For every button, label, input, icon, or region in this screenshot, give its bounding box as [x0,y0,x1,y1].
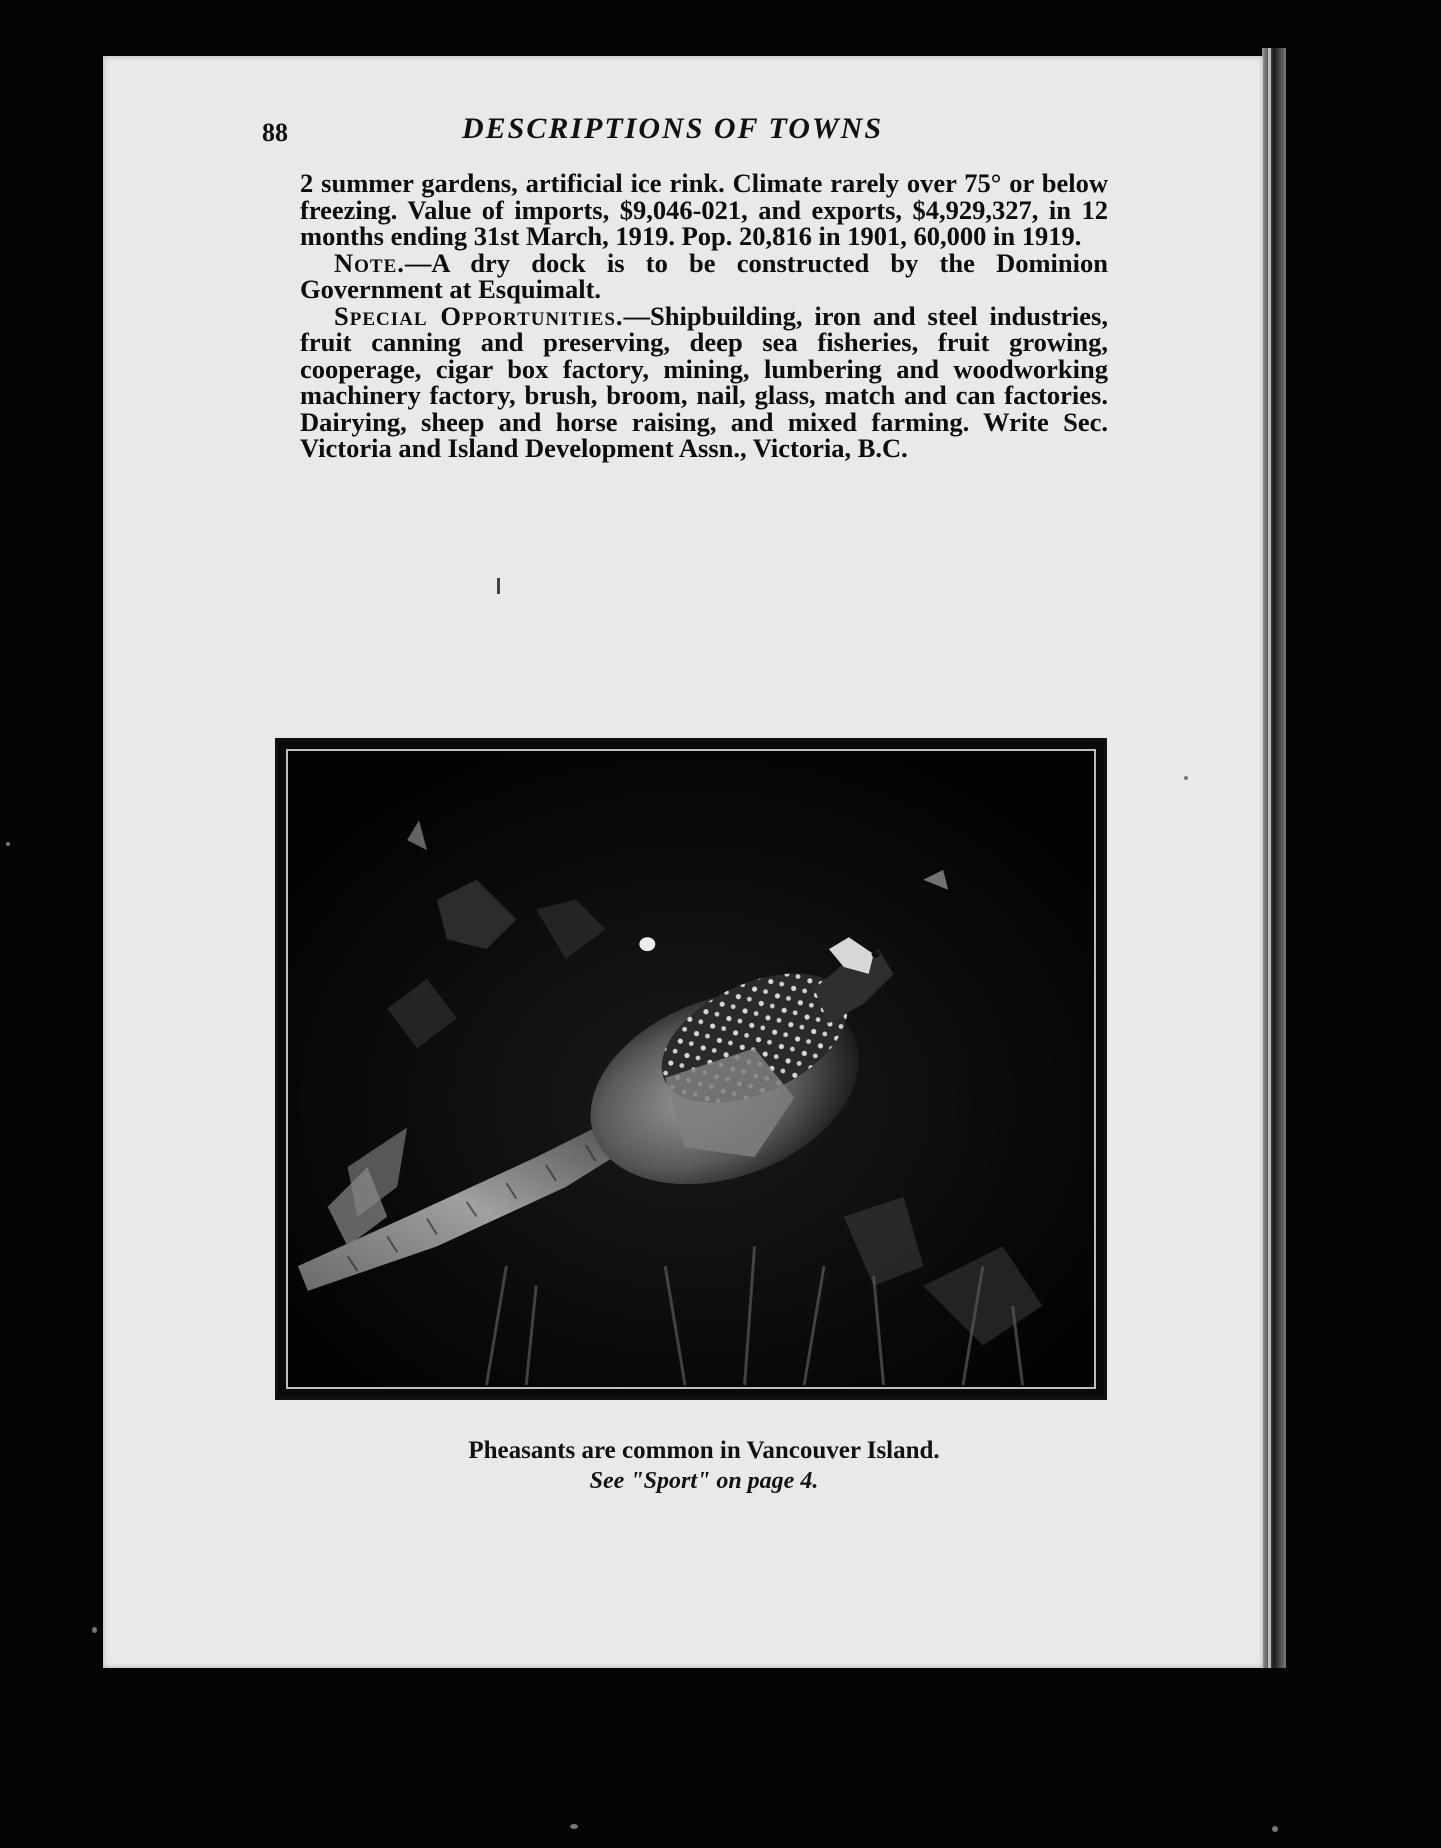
dust-speck [570,1824,578,1829]
page-edge-highlight [1268,48,1271,1668]
running-head: DESCRIPTIONS OF TOWNS [462,112,883,145]
paragraph-note [300,247,1108,304]
paragraph-climate-trade: 2 summer gardens, artificial ice rink. Climate rarely over 75° or below freezing. Value of imports, $9,046-021, and exports, $4,929,327, in 12 months ending 31st March, 1919. Pop. 20,816 in 1901, 60,000 in 1919. [300,168,1108,251]
special-opportunities-text: —Shipbuilding, iron and steel industries, fruit canning and preserving, deep sea fisheries, fruit growing, cooperage, cigar box factory, mining, lumbering and woodworking machinery factory, brush, broom, nail, glass, match and can factories. Dairying, sheep and horse raising, and mixed farming. Write Sec. Victoria and Island Development Assn., Victoria, B.C. [300,300,1108,463]
caption-line-1: Pheasants are common in Vancouver Island. [468,1437,940,1464]
dust-speck [1184,776,1188,780]
dust-speck [1272,1826,1278,1832]
body-text [300,170,1108,462]
special-opportunities-label: Special Opportunities. [334,300,624,331]
paragraph-special-opportunities [300,300,1108,463]
note-label: Note. [334,247,405,278]
page-number: 88 [262,118,288,147]
figure-caption [300,1436,1108,1496]
dust-speck [92,1627,97,1633]
page-header [262,112,1062,152]
pheasant-photo [286,749,1096,1389]
note-text: —A dry dock is to be constructed by the Dominion Government at Esquimalt. [300,247,1108,304]
pheasant-photo-frame [275,738,1107,1400]
page-edge-shadow [1262,48,1286,1668]
pheasant-image [288,751,1094,1387]
print-speck [497,578,500,594]
caption-line-2: See "Sport" on page 4. [589,1468,819,1494]
dust-speck [6,842,10,846]
